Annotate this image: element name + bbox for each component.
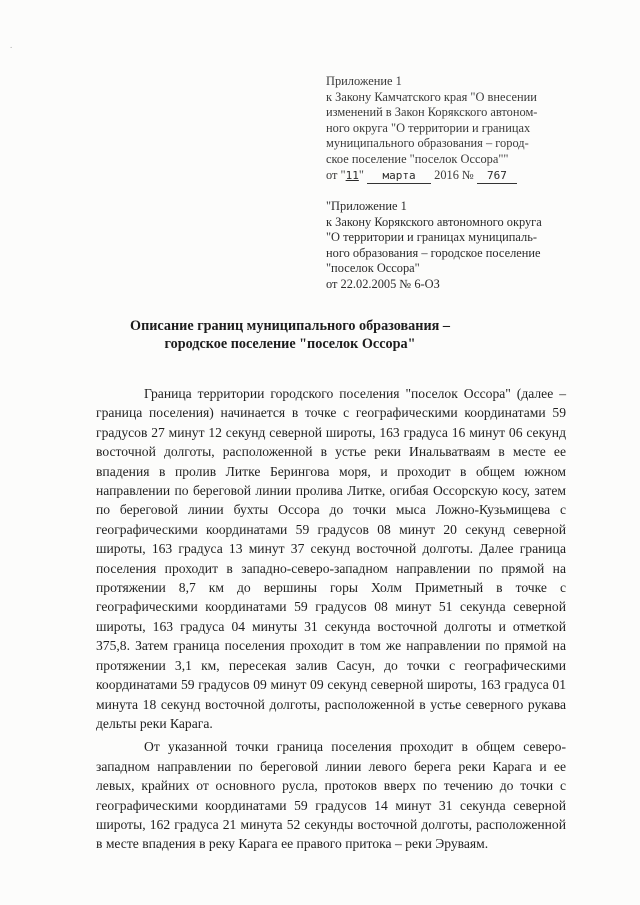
appendix-1-date-line <box>326 168 566 185</box>
appendix-1-line: изменений в Закон Корякского автоном- <box>326 105 538 120</box>
appendix-2-line: "поселок Оссора" <box>326 261 420 276</box>
appendix-1-header <box>326 74 566 184</box>
appendix-1-line: ское поселение "поселок Оссора"" <box>326 151 509 166</box>
document-number: 767 <box>477 168 517 185</box>
document-body <box>96 384 566 854</box>
appendix-2-line: "Приложение 1 <box>326 199 407 213</box>
appendix-2-line: к Закону Корякского автономного округа <box>326 214 542 229</box>
appendix-2-line: "О территории и границах муниципаль- <box>326 230 537 245</box>
date-year: 2016 № <box>434 167 474 182</box>
appendix-2-header <box>326 199 566 293</box>
appendix-1-line: к Закону Камчатского края "О внесении <box>326 89 537 104</box>
title-line-1: Описание границ муниципального образования – <box>130 318 450 334</box>
body-paragraph: От указанной точки граница поселения проходит в общем северо-западном направлении по береговой линии левого берега реки Карага и ее левых, крайних от основного русла, протоков вверх по течению до точки с географическими координатами 59 градусов 14 минут 31 секунда северной широты, 162 градуса 21 минута 52 секунды восточной долготы, расположенной в месте впадения в реку Карага ее правого притока – реки Эруваям. <box>96 739 566 852</box>
date-month-sep: " <box>358 167 368 182</box>
appendix-1-line: ного округа "О территории и границах <box>326 120 531 135</box>
document-title <box>60 317 520 353</box>
date-day: 11 <box>345 168 359 182</box>
appendix-2-line: ного образования – городское поселение <box>326 245 541 260</box>
title-line-2: городское поселение "поселок Оссора" <box>164 336 416 352</box>
date-prefix: от " <box>326 167 346 182</box>
appendix-1-line: Приложение 1 <box>326 74 402 88</box>
appendix-2-line: от 22.02.2005 № 6-ОЗ <box>326 276 440 291</box>
scan-mark: . <box>10 40 13 50</box>
appendix-1-line: муниципального образования – город- <box>326 136 529 151</box>
body-paragraph: Граница территории городского поселения "поселок Оссора" (далее – граница поселения) начинается в точке с географическими координатами 59 градусов 27 минут 12 секунд северной широты, 163 градуса 16 минут 06 секунд восточной долготы, расположенной в устье реки Инальватваям в месте ее впадения в пролив Литке Берингова моря, и проходит в общем южном направлении по береговой линии пролива Литке, огибая Оссорскую косу, затем по береговой линии бухты Оссора до точки мыса Ложно-Кузьмищева с географическими координатами 59 градусов 08 минут 20 секунд северной широты, 163 градуса 13 минут 37 секунд восточной долготы. Далее граница поселения проходит в западно-северо-западном направлении по прямой на протяжении 8,7 км до вершины горы Холм Приметный в точке с географическими координатами 59 градусов 08 минут 51 секунда северной широты, 163 градуса 04 минуты 31 секунда восточной долготы и отметкой 375,8. Затем граница поселения проходит в том же направлении по прямой на протяжении 3,1 км, пересекая залив Сасун, до точки с географическими координатами 59 градусов 09 минут 09 секунд северной широты, 163 градуса 01 минута 18 секунд восточной долготы, расположенной в устье северного рукава дельты реки Карага. <box>96 386 566 731</box>
date-month: марта <box>367 168 431 185</box>
